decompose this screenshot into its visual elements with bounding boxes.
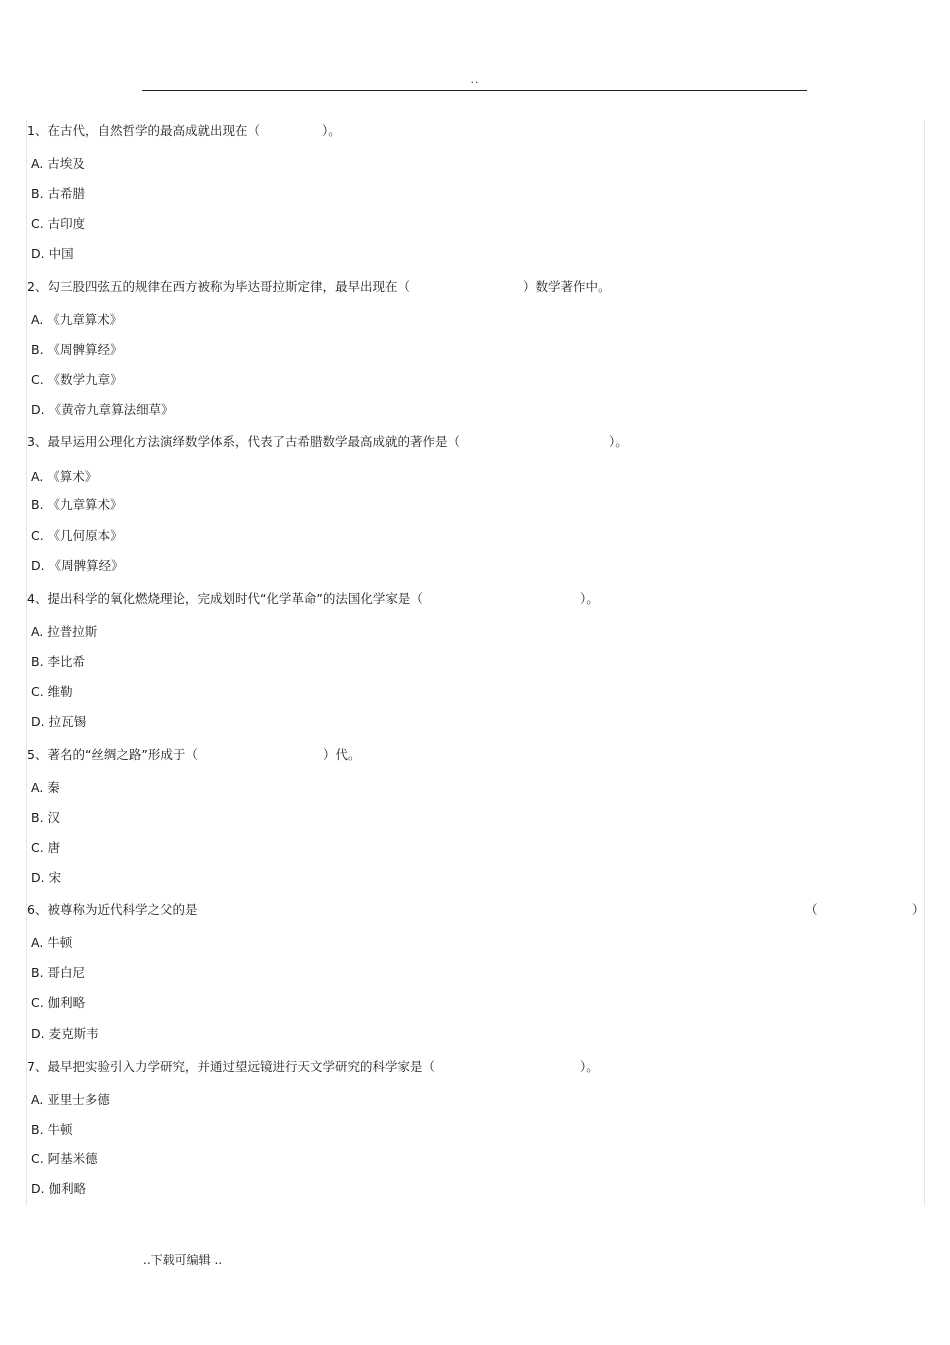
question-3-option-a: A. 《算术》 bbox=[31, 469, 98, 484]
question-3-suffix: ）。 bbox=[609, 434, 628, 449]
question-5-suffix: ）代。 bbox=[323, 747, 361, 762]
question-1-option-c: C. 古印度 bbox=[31, 216, 86, 231]
question-5-option-a: A. 秦 bbox=[31, 780, 60, 795]
question-6-option-b: B. 哥白尼 bbox=[31, 965, 86, 980]
question-1-suffix: ）。 bbox=[322, 123, 341, 138]
question-7-option-a: A. 亚里士多德 bbox=[31, 1092, 110, 1107]
question-3-option-d: D. 《周髀算经》 bbox=[31, 558, 124, 573]
question-5-option-b: B. 汉 bbox=[31, 810, 61, 825]
question-2-suffix: ）数学著作中。 bbox=[523, 279, 611, 294]
question-2-option-d: D. 《黄帝九章算法细草》 bbox=[31, 402, 174, 417]
question-4-option-a: A. 拉普拉斯 bbox=[31, 624, 98, 639]
question-7-stem: 7、最早把实验引入力学研究，并通过望远镜进行天文学研究的科学家是（ bbox=[27, 1059, 435, 1074]
page-header-mark: .. bbox=[470, 73, 480, 86]
question-6-option-c: C. 伽利略 bbox=[31, 995, 86, 1010]
question-3-option-c: C. 《几何原本》 bbox=[31, 528, 123, 543]
question-2-stem: 2、勾三股四弦五的规律在西方被称为毕达哥拉斯定律，最早出现在（ bbox=[27, 279, 410, 294]
question-7-suffix: ）。 bbox=[580, 1059, 599, 1074]
question-6-option-d: D. 麦克斯韦 bbox=[31, 1026, 99, 1041]
question-2-option-c: C. 《数学九章》 bbox=[31, 372, 123, 387]
question-4-option-b: B. 李比希 bbox=[31, 654, 86, 669]
question-6-open-paren: （ bbox=[805, 902, 818, 917]
question-4-option-d: D. 拉瓦锡 bbox=[31, 714, 87, 729]
header-rule bbox=[142, 90, 807, 91]
page-footer-mark: ..下载可编辑 .. bbox=[143, 1253, 223, 1267]
question-4-option-c: C. 维勒 bbox=[31, 684, 73, 699]
question-6-option-a: A. 牛顿 bbox=[31, 935, 73, 950]
question-7-option-b: B. 牛顿 bbox=[31, 1122, 73, 1137]
question-7-option-c: C. 阿基米德 bbox=[31, 1151, 98, 1166]
question-1-option-a: A. 古埃及 bbox=[31, 156, 85, 171]
question-7-option-d: D. 伽利略 bbox=[31, 1181, 87, 1196]
question-4-stem: 4、提出科学的氧化燃烧理论，完成划时代“化学革命”的法国化学家是（ bbox=[27, 591, 423, 606]
question-1-stem: 1、在古代，自然哲学的最高成就出现在（ bbox=[27, 123, 260, 138]
question-2-option-a: A. 《九章算术》 bbox=[31, 312, 123, 327]
question-3-option-b: B. 《九章算术》 bbox=[31, 497, 123, 512]
question-3-stem: 3、最早运用公理化方法演绎数学体系，代表了古希腊数学最高成就的著作是（ bbox=[27, 434, 460, 449]
question-5-option-d: D. 宋 bbox=[31, 870, 62, 885]
question-5-option-c: C. 唐 bbox=[31, 840, 61, 855]
question-2-option-b: B. 《周髀算经》 bbox=[31, 342, 123, 357]
question-6-stem: 6、被尊称为近代科学之父的是 bbox=[27, 902, 198, 917]
question-4-suffix: ）。 bbox=[580, 591, 599, 606]
question-5-stem: 5、著名的“丝绸之路”形成于（ bbox=[27, 747, 198, 762]
question-1-option-d: D. 中国 bbox=[31, 246, 74, 261]
question-1-option-b: B. 古希腊 bbox=[31, 186, 86, 201]
question-6-close-paren: ） bbox=[912, 902, 925, 917]
